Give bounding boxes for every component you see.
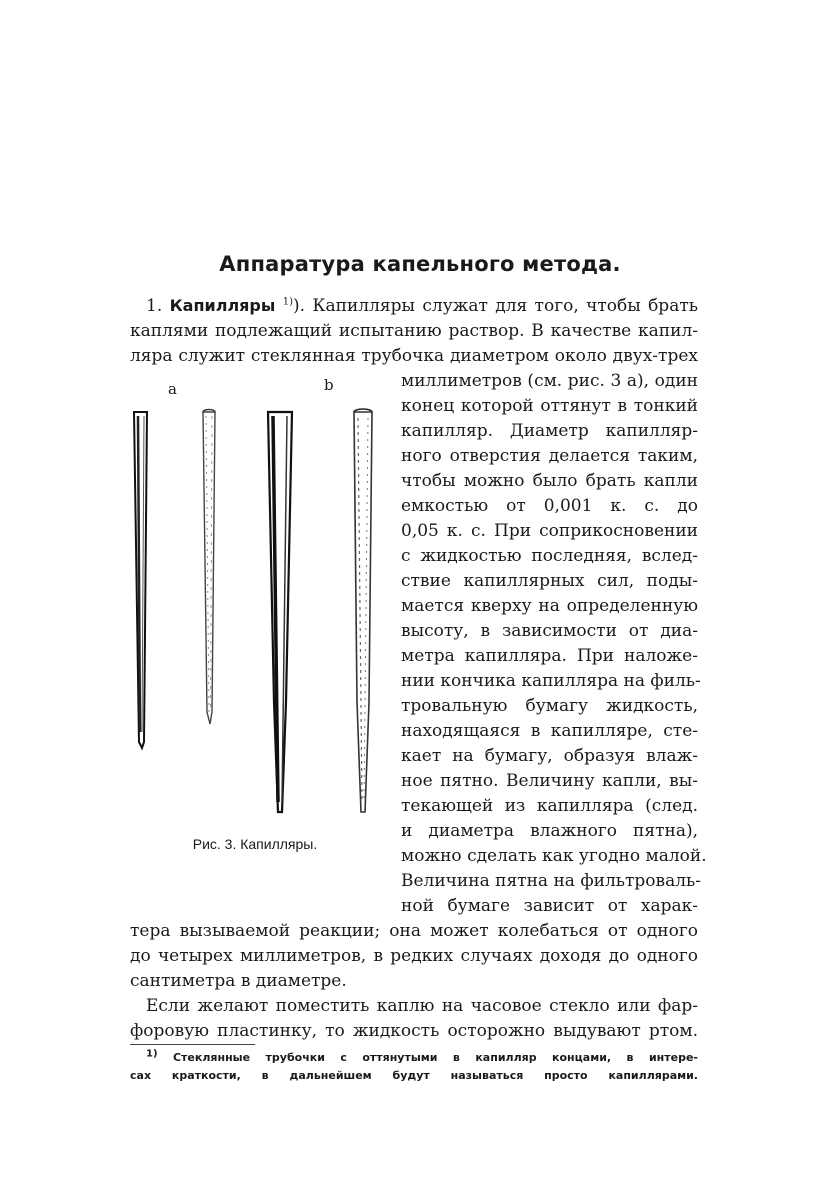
footnote-divider — [130, 1044, 255, 1045]
text-line: конец которой оттянут в тонкий — [401, 396, 698, 416]
text-line: Если желают поместить каплю на часовое стекло или фар- — [146, 996, 698, 1016]
capillary-tube-3 — [268, 412, 292, 812]
text-line: 0,05 к. с. При соприкосновении — [401, 521, 698, 541]
text-line: ное пятно. Величину капли, вы- — [401, 771, 698, 791]
footnote-marker: 1) — [146, 1048, 158, 1060]
figure-caption: Рис. 3. Капилляры. — [192, 836, 318, 852]
text-line: чтобы можно было брать капли — [401, 471, 698, 491]
text-line: тера вызываемой реакции; она может колебаться от одного — [130, 921, 698, 941]
term-capillaries: Капилляры — [169, 296, 276, 315]
footnote-line: сах краткости, в дальнейшем будут называться просто капиллярами. — [130, 1069, 698, 1082]
footnote-line — [146, 1050, 698, 1066]
text-line — [146, 294, 698, 318]
text-line: кает на бумагу, образуя влаж- — [401, 746, 698, 766]
capillaries-figure — [120, 372, 390, 842]
text-line: емкостью от 0,001 к. с. до — [401, 496, 698, 516]
text-line: миллиметров (см. рис. 3 а), один — [401, 371, 698, 391]
text-line: мается кверху на определенную — [401, 596, 698, 616]
text-line: ствие капиллярных сил, поды- — [401, 571, 698, 591]
section-heading: Аппаратура капельного метода. — [219, 252, 621, 276]
text-line: ного отверстия делается таким, — [401, 446, 698, 466]
text-line: форовую пластинку, то жидкость осторожно выдувают ртом. — [130, 1021, 698, 1041]
footnote-text: Стеклянные трубочки с оттянутыми в капилляр концами, в интере- — [172, 1051, 698, 1064]
text-line: ной бумаге зависит от харак- — [401, 896, 698, 916]
text-line: ляра служит стеклянная трубочка диаметром около двух-трех — [130, 346, 698, 366]
text-line: находящаяся в капилляре, сте- — [401, 721, 698, 741]
figure-label-a: a — [168, 380, 177, 398]
text-line: каплями подлежащий испытанию раствор. В качестве капил- — [130, 321, 698, 341]
capillary-tube-4 — [354, 409, 372, 812]
text-line: с жидкостью последняя, вслед- — [401, 546, 698, 566]
text-line: сантиметра в диаметре. — [130, 971, 347, 991]
item-number: 1. — [146, 296, 163, 316]
text-line: капилляр. Диаметр капилляр- — [401, 421, 698, 441]
text-line: до четырех миллиметров, в редких случаях доходя до одного — [130, 946, 698, 966]
capillary-tube-2 — [203, 410, 215, 725]
text-line: тровальную бумагу жидкость, — [401, 696, 698, 716]
text-line: текающей из капилляра (след. — [401, 796, 698, 816]
text-line: нии кончика капилляра на филь- — [401, 671, 701, 691]
text-line: высоту, в зависимости от диа- — [401, 621, 698, 641]
capillaries-drawing — [120, 372, 390, 842]
line-text: ). Капилляры служат для того, чтобы брать — [292, 296, 698, 316]
text-line: можно сделать как угодно малой. — [401, 846, 707, 866]
text-line: метра капилляра. При наложе- — [401, 646, 698, 666]
figure-label-b: b — [324, 376, 334, 394]
text-line: Величина пятна на фильтроваль- — [401, 871, 702, 891]
text-line: и диаметра влажного пятна), — [401, 821, 698, 841]
footnote-reference[interactable]: 1) — [282, 296, 293, 308]
capillary-tube-1 — [134, 412, 147, 748]
